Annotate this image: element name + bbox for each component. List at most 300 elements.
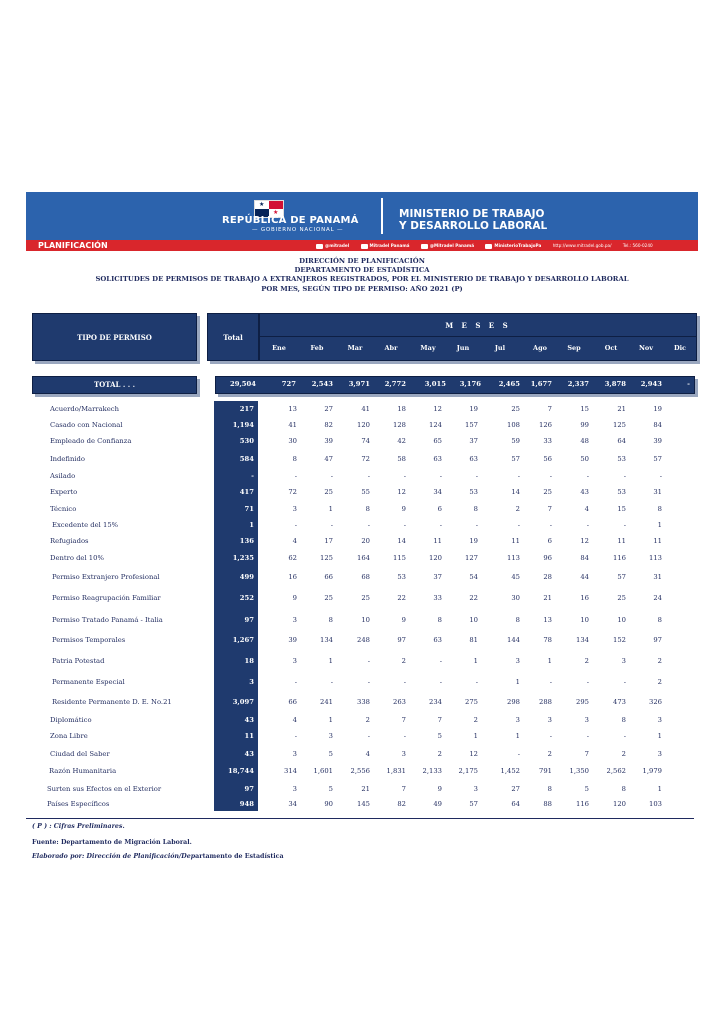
row-total: 252	[239, 594, 254, 602]
month-cell: 2	[401, 657, 406, 665]
month-cell: 1	[547, 657, 552, 665]
table-row	[0, 573, 724, 585]
month-cell: 3	[292, 616, 297, 624]
month-cell: -	[623, 678, 626, 686]
total-row-cell: 2,772	[384, 380, 406, 388]
note-elaborado: Elaborado por: Dirección de Planificación/Departamento de Estadística	[32, 853, 284, 860]
month-cell: 66	[288, 698, 297, 706]
month-cell: 1	[657, 521, 662, 529]
table-row	[0, 554, 724, 566]
month-cell: 45	[511, 573, 520, 581]
total-row	[0, 380, 724, 392]
total-row-cell: 2,543	[311, 380, 333, 388]
note-fuente: Fuente: Departamento de Migración Laboral.	[32, 839, 192, 846]
month-cell: 125	[613, 421, 626, 429]
month-cell: 53	[617, 488, 626, 496]
month-cell: 1	[657, 732, 662, 740]
month-cell: 74	[361, 437, 370, 445]
month-cell: -	[586, 678, 589, 686]
row-total: 3	[249, 678, 254, 686]
month-cell: 8	[547, 785, 552, 793]
month-cell: 78	[543, 636, 552, 644]
row-total: 948	[239, 800, 254, 808]
month-cell: -	[549, 472, 552, 480]
month-cell: 120	[613, 800, 626, 808]
month-header: Abr	[384, 344, 398, 352]
month-cell: 2	[547, 750, 552, 758]
month-cell: 39	[288, 636, 297, 644]
header-total: Total	[207, 313, 259, 361]
month-cell: 31	[653, 573, 662, 581]
month-cell: 13	[543, 616, 552, 624]
month-cell: 50	[580, 455, 589, 463]
month-cell: 473	[613, 698, 626, 706]
month-cell: -	[475, 678, 478, 686]
month-cell: 3	[473, 785, 478, 793]
ministerio-line-2: Y DESARROLLO LABORAL	[399, 220, 548, 232]
month-cell: 1	[515, 732, 520, 740]
month-cell: 9	[292, 594, 297, 602]
month-cell: 33	[543, 437, 552, 445]
month-cell: 66	[324, 573, 333, 581]
month-cell: -	[659, 472, 662, 480]
month-cell: -	[517, 472, 520, 480]
month-cell: 11	[617, 537, 626, 545]
month-cell: 37	[433, 573, 442, 581]
month-cell: 1	[328, 657, 333, 665]
month-cell: 24	[653, 594, 662, 602]
month-cell: -	[475, 521, 478, 529]
table-row	[0, 421, 724, 433]
month-cell: 8	[621, 785, 626, 793]
title-por-mes: POR MES, SEGÚN TIPO DE PERMISO: AÑO 2021 (P)	[261, 284, 463, 293]
month-cell: 338	[357, 698, 370, 706]
month-cell: 53	[397, 573, 406, 581]
row-total: -	[251, 472, 254, 480]
table-row	[0, 616, 724, 628]
month-cell: 22	[397, 594, 406, 602]
month-cell: 3	[515, 716, 520, 724]
month-cell: 15	[580, 405, 589, 413]
month-cell: 47	[324, 455, 333, 463]
month-cell: 13	[288, 405, 297, 413]
month-cell: -	[403, 521, 406, 529]
header-tipo-permiso: TIPO DE PERMISO	[32, 313, 197, 361]
table-row	[0, 785, 724, 797]
gobierno-logo-text: — GOBIERNO NACIONAL —	[252, 227, 344, 233]
month-cell: 113	[507, 554, 520, 562]
month-cell: 3	[657, 716, 662, 724]
row-label: Permanente Especial	[52, 678, 125, 686]
month-cell: 3	[401, 750, 406, 758]
row-label: Experto	[50, 488, 78, 496]
row-label: Residente Permanente D. E. No.21	[52, 698, 172, 706]
month-cell: -	[403, 678, 406, 686]
row-total: 136	[239, 537, 254, 545]
month-cell: 7	[401, 716, 406, 724]
month-cell: 1,979	[642, 767, 662, 775]
row-label: Permiso Reagrupación Familiar	[52, 594, 161, 602]
month-cell: 56	[543, 455, 552, 463]
month-cell: 64	[511, 800, 520, 808]
month-cell: 3	[621, 657, 626, 665]
facebook-link[interactable]: Mitradel Panamá	[361, 243, 410, 248]
month-cell: -	[403, 732, 406, 740]
total-row-label: TOTAL . . .	[32, 376, 197, 394]
month-cell: 4	[292, 537, 297, 545]
month-cell: 7	[547, 505, 552, 513]
table-row	[0, 537, 724, 549]
row-label: Asilado	[50, 472, 76, 480]
month-cell: 8	[437, 616, 442, 624]
month-header: Feb	[310, 344, 324, 352]
table-row	[0, 594, 724, 606]
row-total: 11	[244, 732, 254, 740]
total-row-cell: 2,337	[567, 380, 589, 388]
table-row	[0, 698, 724, 710]
row-label: Permisos Temporales	[52, 636, 126, 644]
twitter-link[interactable]: @mitradel	[316, 243, 349, 248]
month-cell: 275	[465, 698, 478, 706]
month-cell: 116	[576, 800, 589, 808]
row-label: Razón Humanitaria	[49, 767, 117, 775]
month-cell: 326	[649, 698, 662, 706]
month-header: Ene	[272, 344, 286, 352]
month-header: Nov	[638, 344, 654, 352]
month-cell: 65	[433, 437, 442, 445]
row-label: Indefinido	[50, 455, 85, 463]
month-cell: 314	[284, 767, 297, 775]
row-total: 18	[244, 657, 254, 665]
row-total: 18,744	[227, 767, 254, 775]
month-cell: 113	[649, 554, 662, 562]
month-cell: 99	[580, 421, 589, 429]
month-cell: 108	[507, 421, 520, 429]
twitter-icon	[316, 244, 323, 249]
month-cell: 63	[433, 455, 442, 463]
month-cell: 2	[621, 750, 626, 758]
month-cell: 3	[292, 750, 297, 758]
month-cell: 81	[469, 636, 478, 644]
row-total: 417	[239, 488, 254, 496]
month-cell: 8	[515, 616, 520, 624]
row-label: Zona Libre	[50, 732, 88, 740]
month-cell: 19	[653, 405, 662, 413]
row-total: 1	[249, 521, 254, 529]
month-cell: 21	[361, 785, 370, 793]
month-cell: 16	[580, 594, 589, 602]
month-cell: -	[549, 732, 552, 740]
row-total: 3,097	[232, 698, 254, 706]
month-cell: 157	[465, 421, 478, 429]
month-cell: 7	[437, 716, 442, 724]
month-cell: 2,133	[422, 767, 442, 775]
month-cell: 134	[576, 636, 589, 644]
table-row	[0, 455, 724, 467]
month-cell: 5	[328, 750, 333, 758]
row-label: Permiso Tratado Panamá - Italia	[52, 616, 163, 624]
month-cell: 12	[469, 750, 478, 758]
month-cell: 58	[397, 455, 406, 463]
row-label: Diplomático	[50, 716, 92, 724]
table-row	[0, 636, 724, 648]
month-cell: 14	[397, 537, 406, 545]
month-cell: 10	[361, 616, 370, 624]
document-titles	[0, 257, 724, 294]
month-cell: 82	[324, 421, 333, 429]
month-cell: 57	[653, 455, 662, 463]
ministerio-line-1: MINISTERIO DE TRABAJO	[399, 208, 545, 220]
month-cell: 96	[543, 554, 552, 562]
month-cell: 4	[365, 750, 370, 758]
divider	[381, 198, 383, 234]
month-cell: 1,831	[386, 767, 406, 775]
month-cell: 39	[324, 437, 333, 445]
table-row	[0, 750, 724, 762]
month-cell: 134	[320, 636, 333, 644]
month-cell: 2,556	[350, 767, 370, 775]
month-cell: 7	[584, 750, 589, 758]
month-cell: 34	[288, 800, 297, 808]
month-cell: -	[517, 750, 520, 758]
table-bottom-rule	[26, 818, 694, 819]
month-cell: 57	[511, 455, 520, 463]
month-cell: 30	[288, 437, 297, 445]
table-row	[0, 488, 724, 500]
month-cell: 55	[361, 488, 370, 496]
month-cell: 2	[515, 505, 520, 513]
title-departamento: DEPARTAMENTO DE ESTADÍSTICA	[294, 266, 430, 275]
row-total: 1,267	[232, 636, 254, 644]
month-cell: 25	[324, 594, 333, 602]
month-header: Jun	[456, 344, 470, 352]
month-cell: 90	[324, 800, 333, 808]
month-cell: 3	[328, 732, 333, 740]
month-cell: 72	[288, 488, 297, 496]
table-row	[0, 657, 724, 669]
month-cell: 12	[433, 405, 442, 413]
total-row-cell: 727	[281, 380, 296, 388]
month-header: Mar	[347, 344, 363, 352]
title-solicitudes: SOLICITUDES DE PERMISOS DE TRABAJO A EXTRANJEROS REGISTRADOS, POR EL MINISTERIO DE TRABAJO Y DESARROLLO LABORAL	[95, 275, 629, 284]
month-cell: 25	[543, 488, 552, 496]
month-cell: 82	[397, 800, 406, 808]
row-total: 499	[239, 573, 254, 581]
month-cell: -	[367, 472, 370, 480]
month-cell: -	[439, 521, 442, 529]
month-cell: -	[439, 657, 442, 665]
row-label: Dentro del 10%	[50, 554, 104, 562]
month-cell: 7	[547, 405, 552, 413]
month-cell: 2	[584, 657, 589, 665]
month-cell: 72	[361, 455, 370, 463]
month-cell: -	[623, 472, 626, 480]
row-total: 43	[244, 716, 254, 724]
month-cell: -	[294, 472, 297, 480]
month-cell: 10	[617, 616, 626, 624]
month-header: Oct	[604, 344, 618, 352]
month-cell: 145	[357, 800, 370, 808]
month-cell: 263	[393, 698, 406, 706]
month-cell: 164	[357, 554, 370, 562]
row-total: 530	[239, 437, 254, 445]
month-cell: 59	[511, 437, 520, 445]
month-cell: 97	[397, 636, 406, 644]
month-cell: 115	[393, 554, 406, 562]
month-cell: 128	[393, 421, 406, 429]
month-cell: -	[367, 678, 370, 686]
month-cell: 234	[429, 698, 442, 706]
month-cell: 3	[292, 505, 297, 513]
month-header: Ago	[533, 344, 547, 352]
month-header: Dic	[673, 344, 687, 352]
row-label: Técnico	[50, 505, 77, 513]
month-cell: 25	[617, 594, 626, 602]
month-header: May	[420, 344, 436, 352]
month-cell: 41	[288, 421, 297, 429]
month-cell: 1	[328, 505, 333, 513]
month-cell: 2	[657, 678, 662, 686]
month-cell: 21	[543, 594, 552, 602]
month-cell: -	[549, 521, 552, 529]
month-cell: -	[439, 678, 442, 686]
row-label: Excedente del 15%	[52, 521, 119, 529]
row-label: Casado con Nacional	[50, 421, 123, 429]
month-cell: -	[586, 472, 589, 480]
month-cell: 84	[580, 554, 589, 562]
month-header: Jul	[494, 344, 506, 352]
month-cell: 3	[657, 750, 662, 758]
month-cell: 25	[361, 594, 370, 602]
month-cell: 127	[465, 554, 478, 562]
month-cell: 5	[328, 785, 333, 793]
month-cell: -	[330, 521, 333, 529]
month-cell: 11	[653, 537, 662, 545]
month-cell: 57	[469, 800, 478, 808]
month-cell: 4	[292, 716, 297, 724]
total-row-total: 29,504	[229, 380, 256, 388]
month-cell: 2	[473, 716, 478, 724]
month-cell: 27	[324, 405, 333, 413]
month-cell: 84	[653, 421, 662, 429]
month-cell: 3	[515, 657, 520, 665]
month-cell: 16	[288, 573, 297, 581]
month-cell: 37	[469, 437, 478, 445]
total-row-cell: 3,015	[424, 380, 446, 388]
row-label: Refugiados	[50, 537, 89, 545]
month-cell: -	[403, 472, 406, 480]
table-row	[0, 767, 724, 779]
month-cell: -	[623, 521, 626, 529]
month-cell: 88	[543, 800, 552, 808]
youtube-link[interactable]: MinisterioTrabajoPa	[485, 243, 541, 248]
social-links	[316, 240, 663, 251]
instagram-link[interactable]: @Mitradel Panamá	[421, 243, 474, 248]
month-cell: 1	[657, 785, 662, 793]
month-cell: 248	[357, 636, 370, 644]
month-cell: 1,350	[569, 767, 589, 775]
month-cell: 48	[580, 437, 589, 445]
month-cell: 9	[401, 505, 406, 513]
month-cell: 39	[653, 437, 662, 445]
month-cell: 2	[657, 657, 662, 665]
row-label: Empleado de Confianza	[50, 437, 132, 445]
month-cell: 10	[469, 616, 478, 624]
month-cell: 54	[469, 573, 478, 581]
month-cell: 120	[357, 421, 370, 429]
month-cell: 97	[653, 636, 662, 644]
month-cell: 22	[469, 594, 478, 602]
total-row-cell: 3,878	[604, 380, 626, 388]
month-cell: -	[517, 521, 520, 529]
month-cell: -	[294, 732, 297, 740]
month-cell: 8	[473, 505, 478, 513]
month-cell: -	[367, 732, 370, 740]
row-total: 43	[244, 750, 254, 758]
table-row	[0, 405, 724, 417]
month-cell: 5	[437, 732, 442, 740]
month-cell: 1	[515, 678, 520, 686]
total-row-cell: 3,176	[459, 380, 481, 388]
table-row	[0, 437, 724, 449]
month-cell: 8	[621, 716, 626, 724]
republica-logo-text: REPÚBLICA DE PANAMÁ	[222, 215, 359, 226]
table-row	[0, 678, 724, 690]
month-cell: 2	[437, 750, 442, 758]
note-preliminares: ( P ) : Cifras Preliminares.	[32, 823, 125, 830]
row-label: Surten sus Efectos en el Exterior	[47, 785, 162, 793]
month-cell: -	[439, 472, 442, 480]
table-row	[0, 505, 724, 517]
month-cell: 120	[429, 554, 442, 562]
month-cell: 20	[361, 537, 370, 545]
month-cell: 3	[584, 716, 589, 724]
month-cell: 33	[433, 594, 442, 602]
panama-flag-icon: ★ ★	[254, 200, 284, 218]
month-cell: 19	[469, 537, 478, 545]
month-cell: 152	[613, 636, 626, 644]
facebook-icon	[361, 244, 368, 249]
month-cell: 144	[507, 636, 520, 644]
month-cell: 28	[543, 573, 552, 581]
month-cell: 25	[511, 405, 520, 413]
total-row-cell: -	[687, 380, 690, 388]
month-cell: 9	[437, 785, 442, 793]
month-cell: 9	[401, 616, 406, 624]
month-cell: 3	[547, 716, 552, 724]
month-cell: 7	[401, 785, 406, 793]
month-cell: 6	[437, 505, 442, 513]
month-cell: 2,562	[606, 767, 626, 775]
month-cell: 41	[361, 405, 370, 413]
month-cell: 3	[292, 657, 297, 665]
month-cell: 44	[580, 573, 589, 581]
month-cell: -	[549, 678, 552, 686]
row-total: 1,235	[232, 554, 254, 562]
table-row	[0, 521, 724, 533]
month-cell: 124	[429, 421, 442, 429]
row-total: 97	[244, 616, 254, 624]
title-direccion: DIRECCIÓN DE PLANIFICACIÓN	[299, 257, 425, 265]
row-total: 584	[239, 455, 254, 463]
instagram-icon	[421, 244, 428, 249]
month-cell: 295	[576, 698, 589, 706]
month-cell: 8	[292, 455, 297, 463]
month-cell: 17	[324, 537, 333, 545]
website-link[interactable]: http://www.mitradel.gob.pa/	[552, 243, 612, 248]
month-cell: 10	[580, 616, 589, 624]
phone-text: Tel.: 560-0240	[622, 243, 653, 248]
